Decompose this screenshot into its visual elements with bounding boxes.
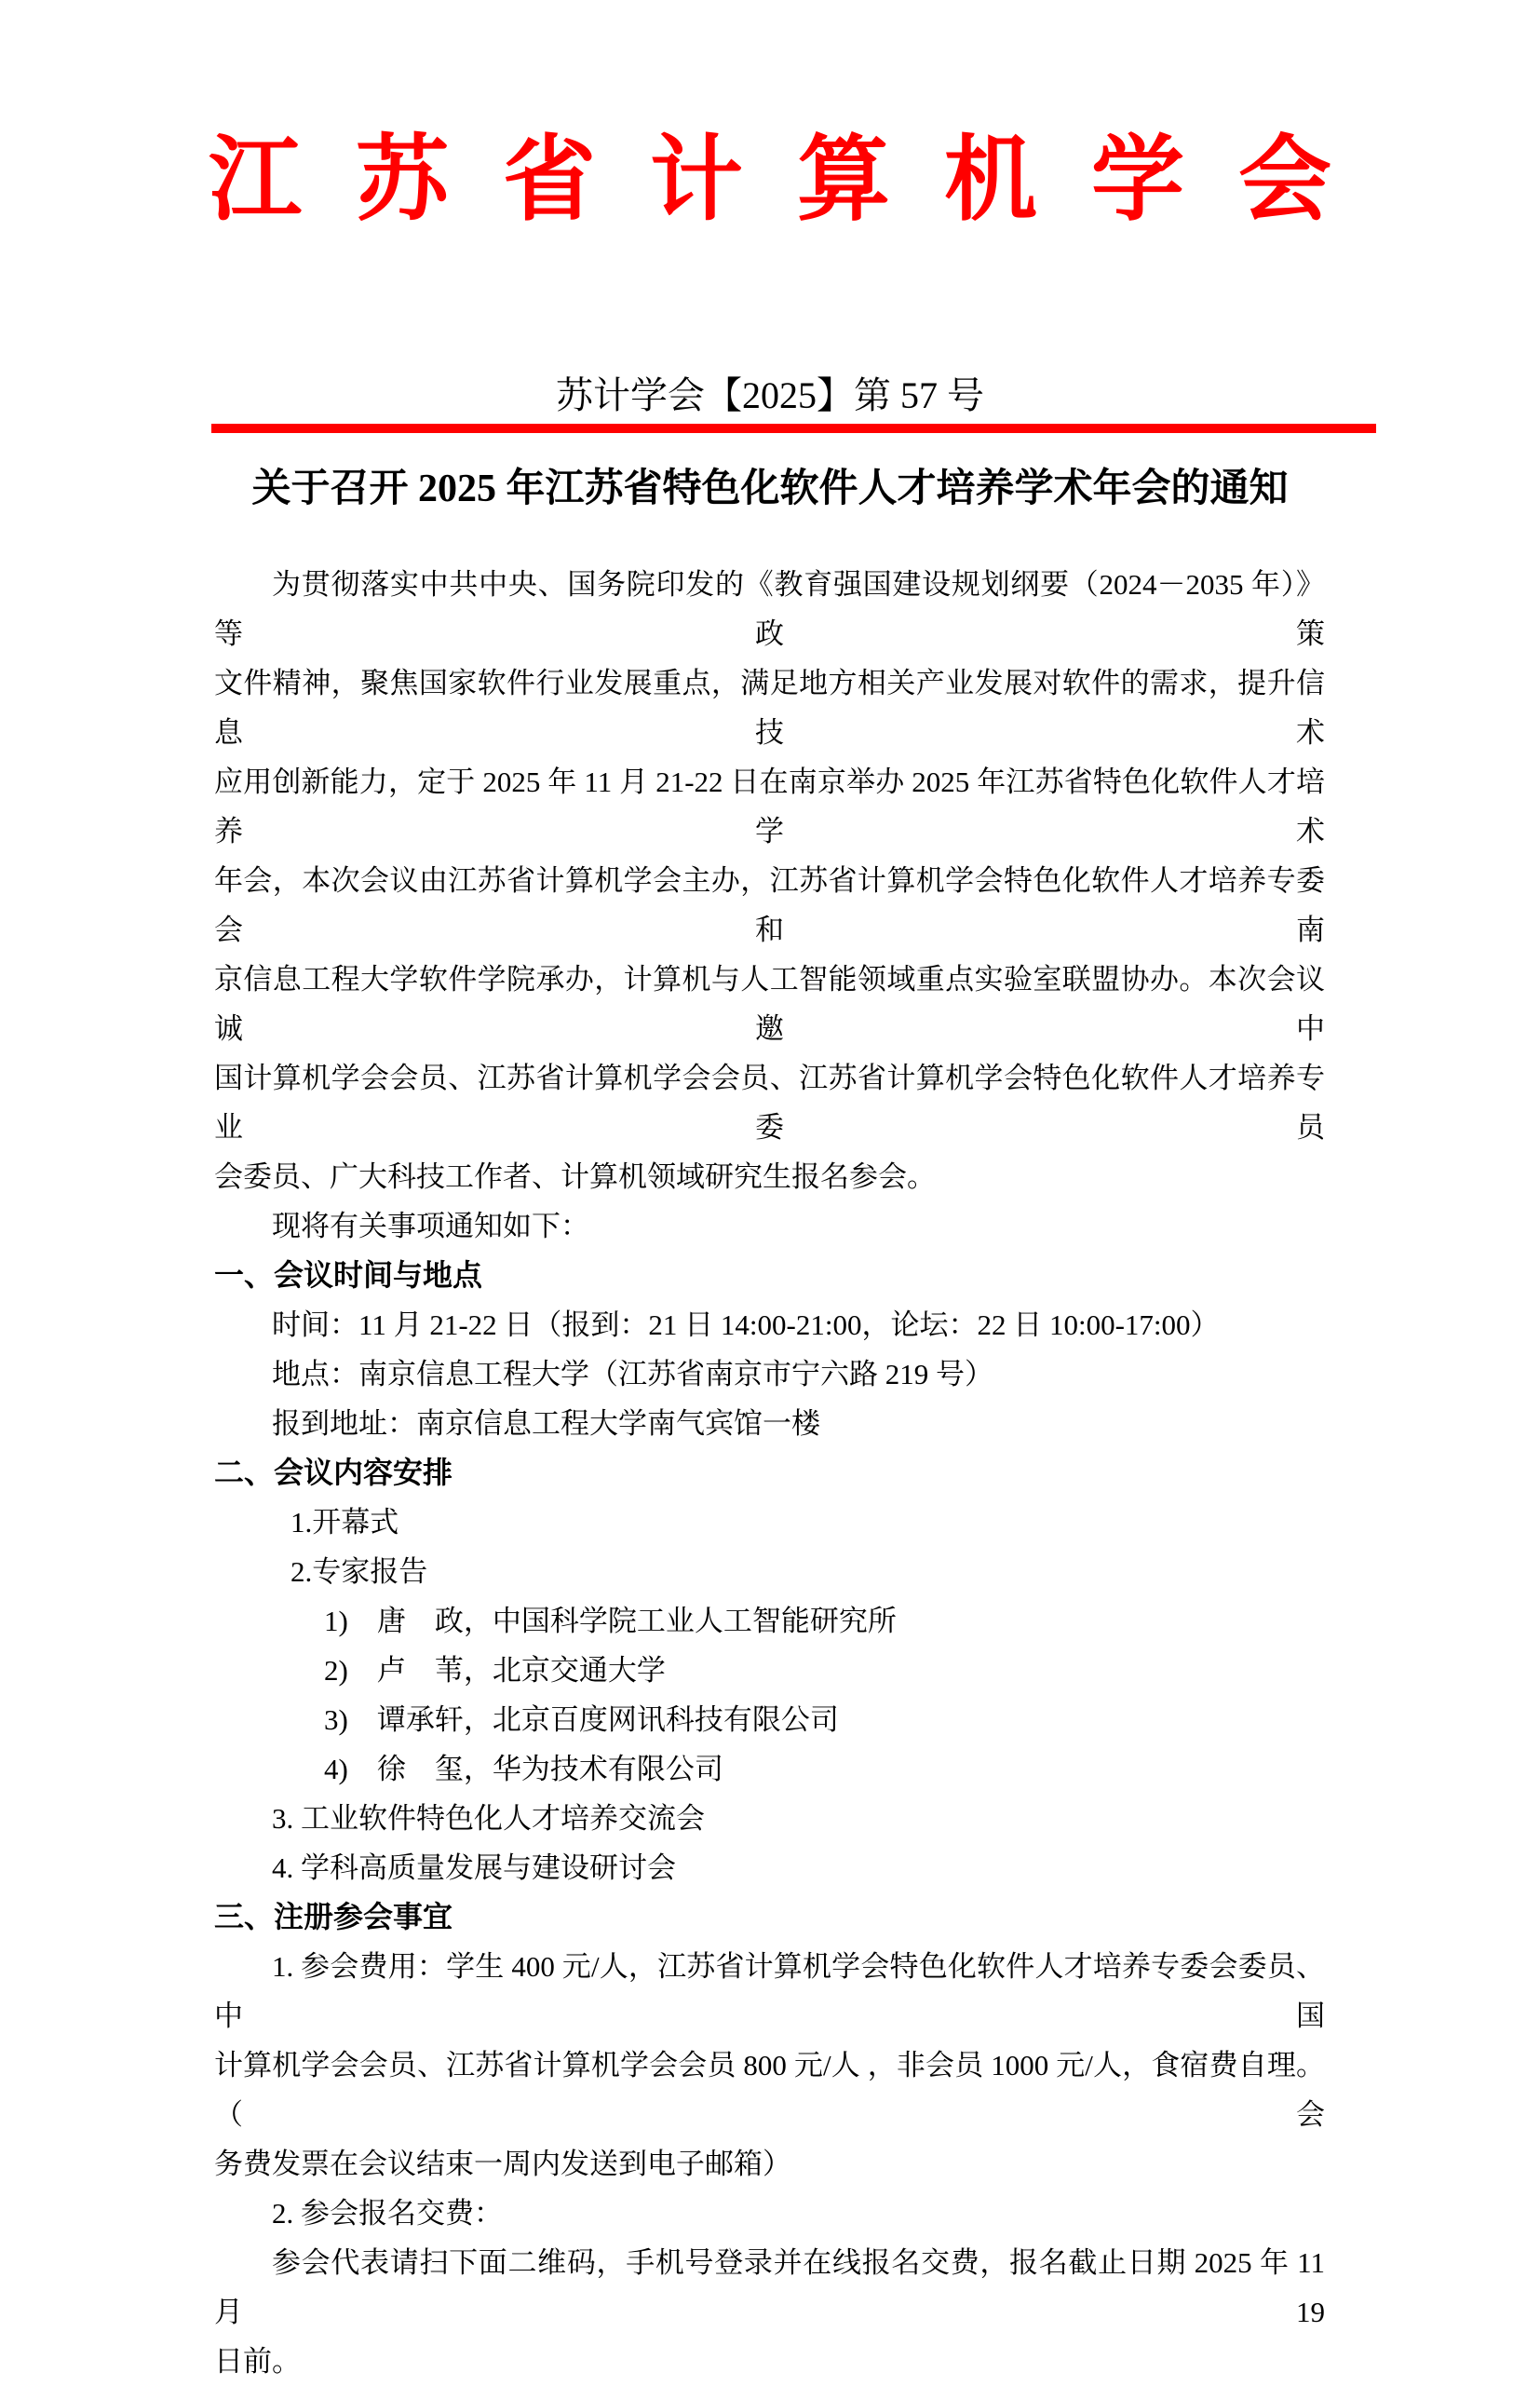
content-line: 现将有关事项通知如下： [272, 1210, 589, 1242]
content-line: 2. 参会报名交费： [272, 2197, 503, 2230]
org-title: 江苏省计算机学会 [209, 129, 1385, 232]
content-line: 4. 学科高质量发展与建设研讨会 [272, 1851, 676, 1884]
fees-paragraph-line: 1. 参会费用：学生 400 元/人，江苏省计算机学会特色化软件人才培养专委会委员、中国 [214, 1950, 1325, 2032]
fees-paragraph-line: 务费发票在会议结束一周内发送到电子邮箱） [214, 2148, 791, 2180]
section-heading: 一、会议时间与地点 [214, 1258, 483, 1292]
signup-paragraph-line: 日前。 [214, 2345, 301, 2378]
intro-paragraph-line: 应用创新能力，定于 2025 年 11 月 21-22 日在南京举办 2025 年江苏省特色化软件人才培养学术 [214, 766, 1325, 847]
red-separator-line [211, 424, 1376, 433]
intro-paragraph-line: 国计算机学会会员、江苏省计算机学会会员、江苏省计算机学会特色化软件人才培养专业委员 [214, 1062, 1325, 1144]
content-line: 1) 唐 政，中国科学院工业人工智能研究所 [324, 1605, 897, 1637]
intro-paragraph-line: 京信息工程大学软件学院承办，计算机与人工智能领域重点实验室联盟协办。本次会议诚邀中 [214, 963, 1325, 1045]
content-line: 2) 卢 苇，北京交通大学 [324, 1654, 666, 1687]
doc-number: 苏计学会【2025】第 57 号 [556, 374, 984, 416]
intro-paragraph-line: 年会，本次会议由江苏省计算机学会主办，江苏省计算机学会特色化软件人才培养专委会和南 [214, 864, 1325, 946]
content-line: 3) 谭承轩，北京百度网讯科技有限公司 [324, 1703, 839, 1736]
content-line: 1.开幕式 [290, 1506, 399, 1539]
intro-paragraph-line: 文件精神，聚焦国家软件行业发展重点，满足地方相关产业发展对软件的需求，提升信息技术 [214, 667, 1325, 749]
fees-paragraph-line: 计算机学会会员、江苏省计算机学会会员 800 元/人 ，非会员 1000 元/人，食宿费自理。（会 [214, 2049, 1325, 2131]
intro-paragraph-line: 为贯彻落实中共中央、国务院印发的《教育强国建设规划纲要（2024－2035 年）》等政策 [214, 568, 1325, 650]
content-line: 4) 徐 玺，华为技术有限公司 [324, 1753, 723, 1785]
notice-title: 关于召开 2025 年江苏省特色化软件人才培养学术年会的通知 [251, 468, 1289, 510]
signup-paragraph-line: 参会代表请扫下面二维码，手机号登录并在线报名交费，报名截止日期 2025 年 11 月 19 [214, 2246, 1325, 2328]
content-line: 报到地址：南京信息工程大学南气宾馆一楼 [272, 1407, 820, 1440]
section-heading: 三、注册参会事宜 [214, 1900, 453, 1933]
content-line: 3. 工业软件特色化人才培养交流会 [272, 1802, 705, 1835]
document-body [214, 560, 1325, 2386]
content-line: 地点：南京信息工程大学（江苏省南京市宁六路 219 号） [272, 1358, 993, 1390]
section-heading: 二、会议内容安排 [214, 1456, 453, 1489]
content-line: 2.专家报告 [290, 1555, 428, 1588]
intro-paragraph-line: 会委员、广大科技工作者、计算机领域研究生报名参会。 [214, 1160, 936, 1193]
content-line: 时间：11 月 21-22 日（报到：21 日 14:00-21:00，论坛：22 日 10:00-17:00） [272, 1308, 1220, 1341]
